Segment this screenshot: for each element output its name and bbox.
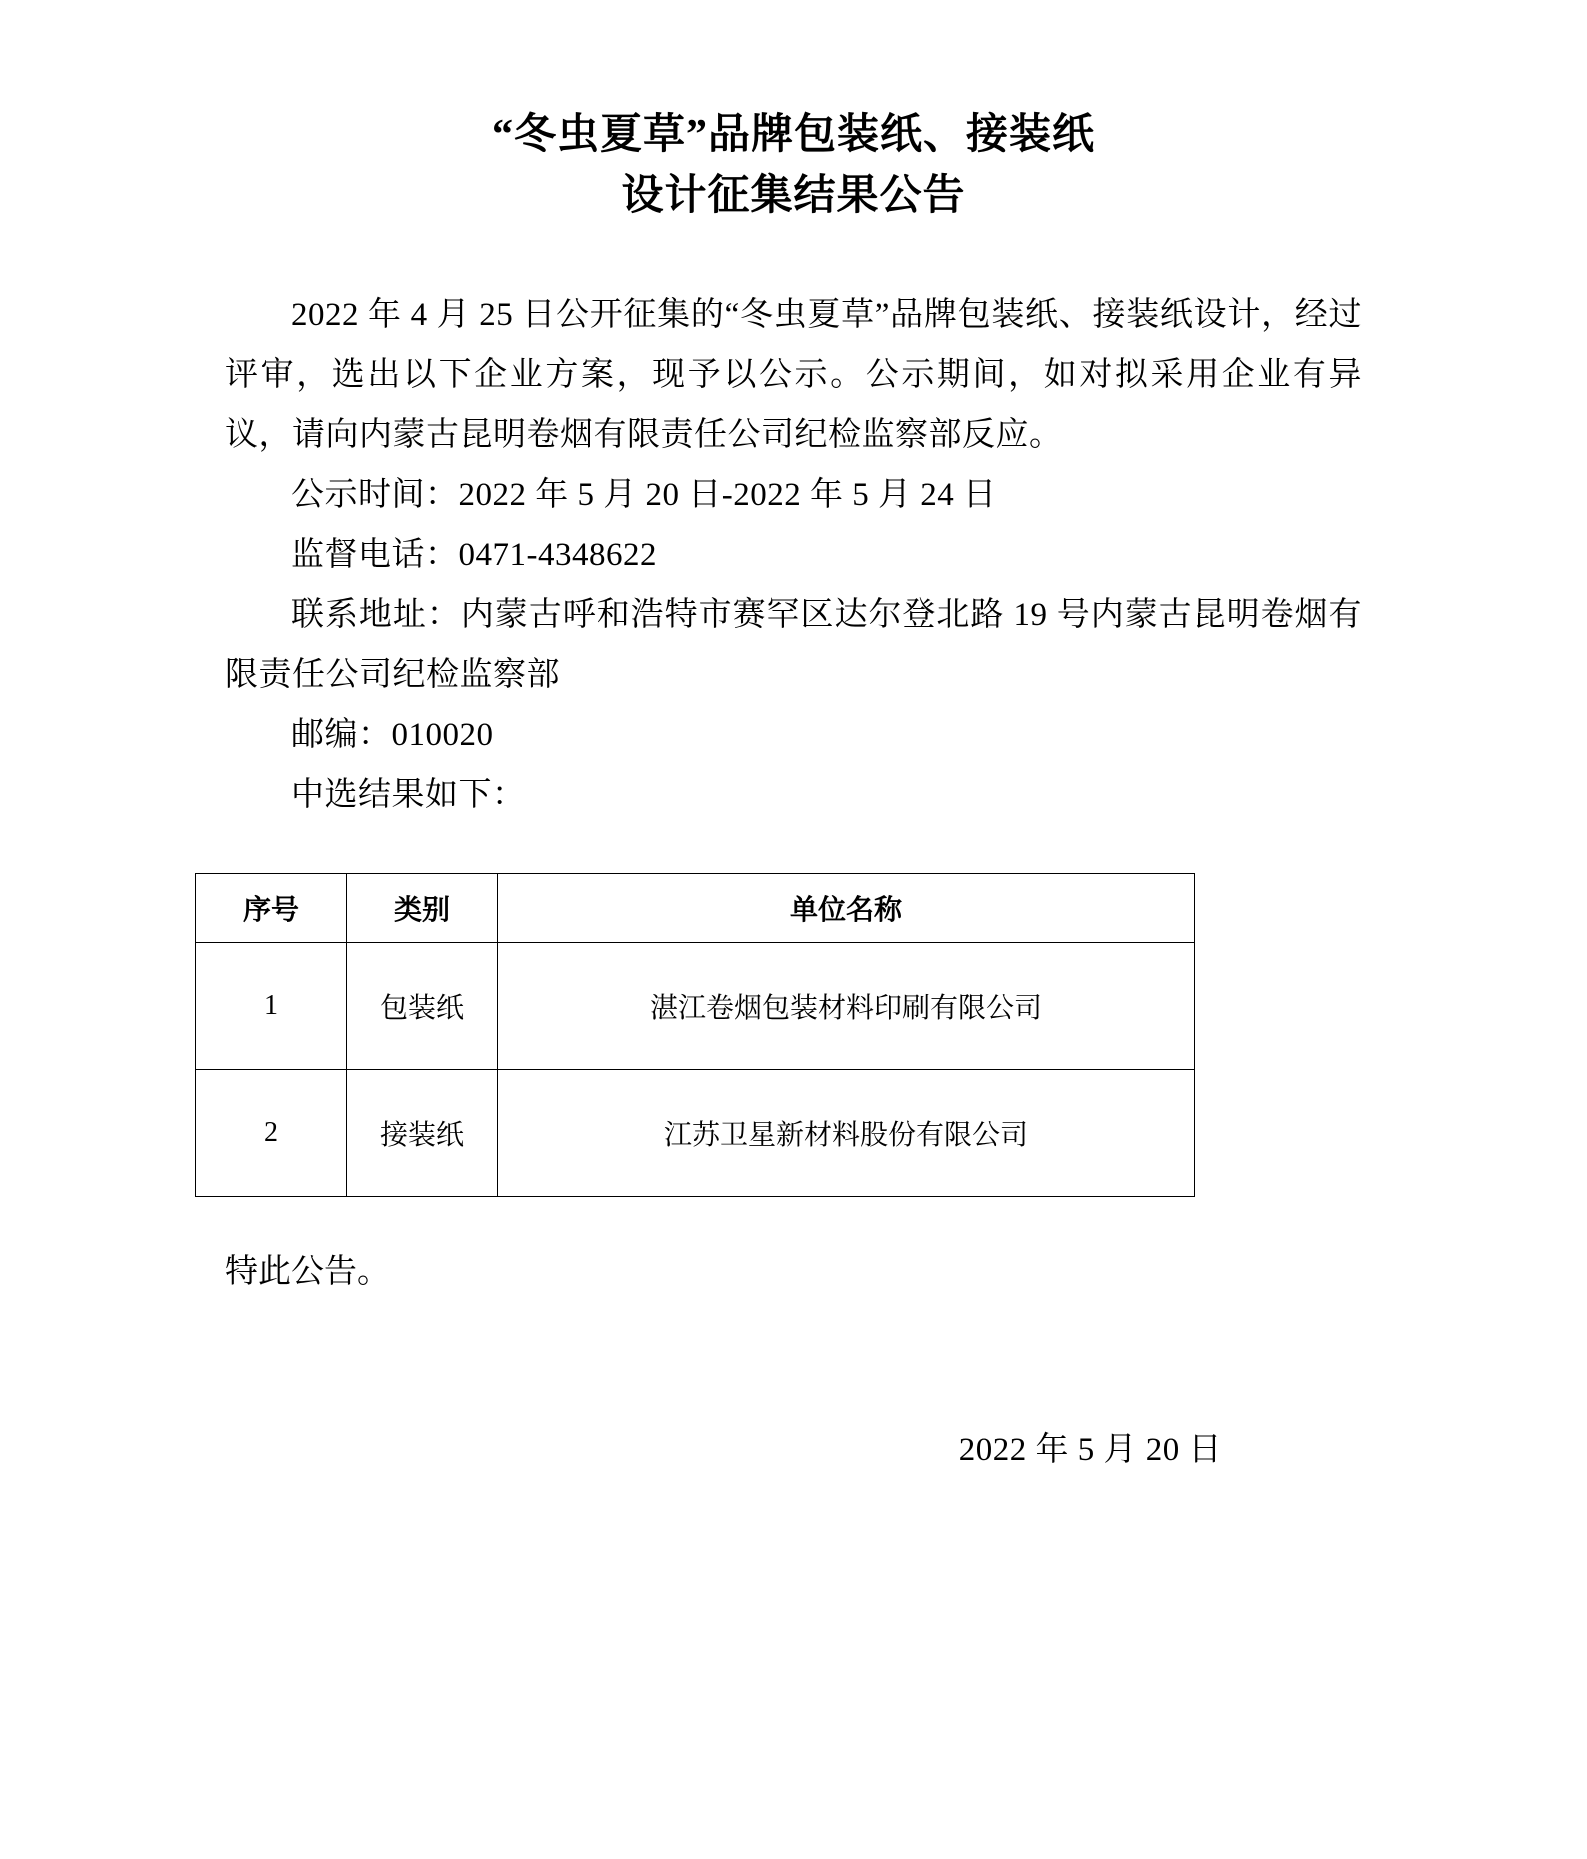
document-body xyxy=(225,285,1362,825)
cell-no: 2 xyxy=(196,1070,347,1197)
results-table-head xyxy=(196,874,1195,943)
signature-date: 2022 年 5 月 20 日 xyxy=(958,1431,1222,1468)
paragraph-publicity-period: 公示时间：2022 年 5 月 20 日-2022 年 5 月 24 日 xyxy=(291,476,997,513)
page-title-line-2: 设计征集结果公告 xyxy=(621,172,966,219)
table-row xyxy=(196,943,1195,1070)
paragraph-postcode: 邮编：010020 xyxy=(291,717,494,754)
paragraph-supervision-phone: 监督电话：0471-4348622 xyxy=(291,536,657,573)
cell-no: 1 xyxy=(196,943,347,1070)
closing-statement: 特此公告。 xyxy=(225,1254,390,1291)
results-table xyxy=(195,873,1195,1197)
cell-type: 接装纸 xyxy=(347,1070,498,1197)
cell-company: 湛江卷烟包装材料印刷有限公司 xyxy=(498,943,1195,1070)
paragraph-intro: 2022 年 4 月 25 日公开征集的“冬虫夏草”品牌包装纸、接装纸设计，经过评审，选出以下企业方案，现予以公示。公示期间，如对拟采用企业有异议，请向内蒙古昆明卷烟有限责任公司纪检监察部反应。 xyxy=(225,296,1362,453)
column-header-company: 单位名称 xyxy=(498,874,1195,943)
cell-company: 江苏卫星新材料股份有限公司 xyxy=(498,1070,1195,1197)
column-header-type: 类别 xyxy=(347,874,498,943)
table-header-row xyxy=(196,874,1195,943)
table-row xyxy=(196,1070,1195,1197)
page-title-line-1: “冬虫夏草”品牌包装纸、接装纸 xyxy=(491,112,1095,158)
results-table-body xyxy=(196,943,1195,1197)
paragraph-contact-address: 联系地址：内蒙古呼和浩特市赛罕区达尔登北路 19 号内蒙古昆明卷烟有限责任公司纪检监察部 xyxy=(225,597,1362,694)
cell-type: 包装纸 xyxy=(347,943,498,1070)
paragraph-results-lead: 中选结果如下： xyxy=(291,777,526,814)
column-header-no: 序号 xyxy=(196,874,347,943)
page-title xyxy=(225,0,1362,227)
